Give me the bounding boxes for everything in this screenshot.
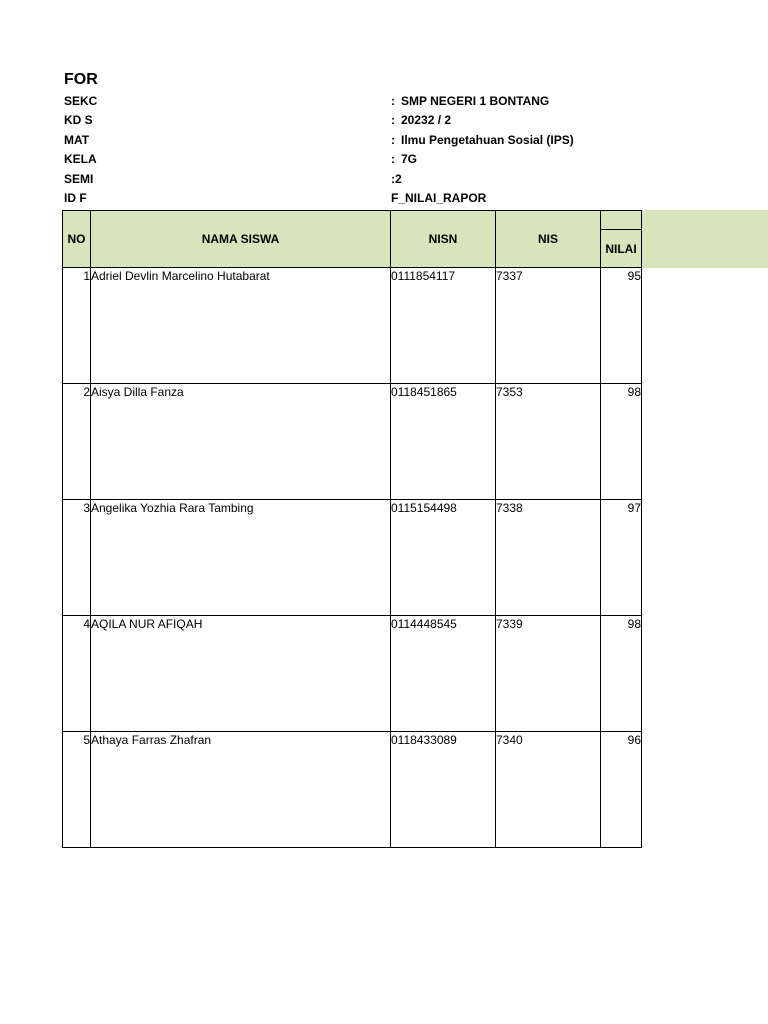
meta-value-sekolah: : SMP NEGERI 1 BONTANG xyxy=(391,94,550,108)
meta-value-text: 7G xyxy=(401,152,418,166)
header-nisn: NISN xyxy=(391,211,496,268)
meta-value-text: 20232 / 2 xyxy=(401,113,452,127)
cell-no: 3 xyxy=(63,500,91,616)
cell-no: 2 xyxy=(63,384,91,500)
meta-label-semester: SEMI xyxy=(64,172,94,186)
meta-value-kd: : 20232 / 2 xyxy=(391,113,452,127)
table-row xyxy=(63,732,642,848)
meta-value-kelas: : 7G xyxy=(391,152,418,166)
meta-value-text: Ilmu Pengetahuan Sosial (IPS) xyxy=(401,133,574,147)
meta-value-mapel: : Ilmu Pengetahuan Sosial (IPS) xyxy=(391,133,574,147)
cell-nama: Aisya Dilla Fanza xyxy=(91,384,391,500)
cell-nilai: 98 xyxy=(601,616,642,732)
grade-table xyxy=(62,210,642,848)
meta-label-sekolah: SEKC xyxy=(64,94,98,108)
meta-value-id-form: F_NILAI_RAPOR xyxy=(391,191,487,205)
cell-nama: Angelika Yozhia Rara Tambing xyxy=(91,500,391,616)
form-title: FOR xyxy=(64,71,98,88)
cell-nis: 7337 xyxy=(496,268,601,384)
cell-nisn: 0115154498 xyxy=(391,500,496,616)
cell-nilai: 98 xyxy=(601,384,642,500)
meta-value-semester: :2 xyxy=(391,172,402,186)
meta-value-text: 2 xyxy=(395,172,402,186)
cell-nama: Adriel Devlin Marcelino Hutabarat xyxy=(91,268,391,384)
header-nilai-group xyxy=(601,211,642,230)
cell-nilai: 95 xyxy=(601,268,642,384)
cell-nilai: 97 xyxy=(601,500,642,616)
cell-no: 5 xyxy=(63,732,91,848)
cell-nis: 7340 xyxy=(496,732,601,848)
header-nama-siswa: NAMA SISWA xyxy=(91,211,391,268)
table-row xyxy=(63,616,642,732)
cell-nis: 7338 xyxy=(496,500,601,616)
table-row xyxy=(63,384,642,500)
cell-no: 4 xyxy=(63,616,91,732)
header-fill-extension xyxy=(641,210,768,268)
cell-nisn: 0118433089 xyxy=(391,732,496,848)
cell-nis: 7353 xyxy=(496,384,601,500)
header-no: NO xyxy=(63,211,91,268)
cell-nisn: 0111854117 xyxy=(391,268,496,384)
cell-nis: 7339 xyxy=(496,616,601,732)
table-row xyxy=(63,268,642,384)
meta-label-mapel: MAT xyxy=(64,133,90,147)
cell-nilai: 96 xyxy=(601,732,642,848)
cell-nama: AQILA NUR AFIQAH xyxy=(91,616,391,732)
meta-label-kd: KD S xyxy=(64,113,93,127)
cell-nisn: 0114448545 xyxy=(391,616,496,732)
cell-no: 1 xyxy=(63,268,91,384)
header-nis: NIS xyxy=(496,211,601,268)
cell-nisn: 0118451865 xyxy=(391,384,496,500)
meta-value-text: SMP NEGERI 1 BONTANG xyxy=(401,94,550,108)
meta-label-id-form: ID F xyxy=(64,191,87,205)
header-nilai: NILAI xyxy=(601,230,642,268)
meta-label-kelas: KELA xyxy=(64,152,97,166)
table-row xyxy=(63,500,642,616)
cell-nama: Athaya Farras Zhafran xyxy=(91,732,391,848)
